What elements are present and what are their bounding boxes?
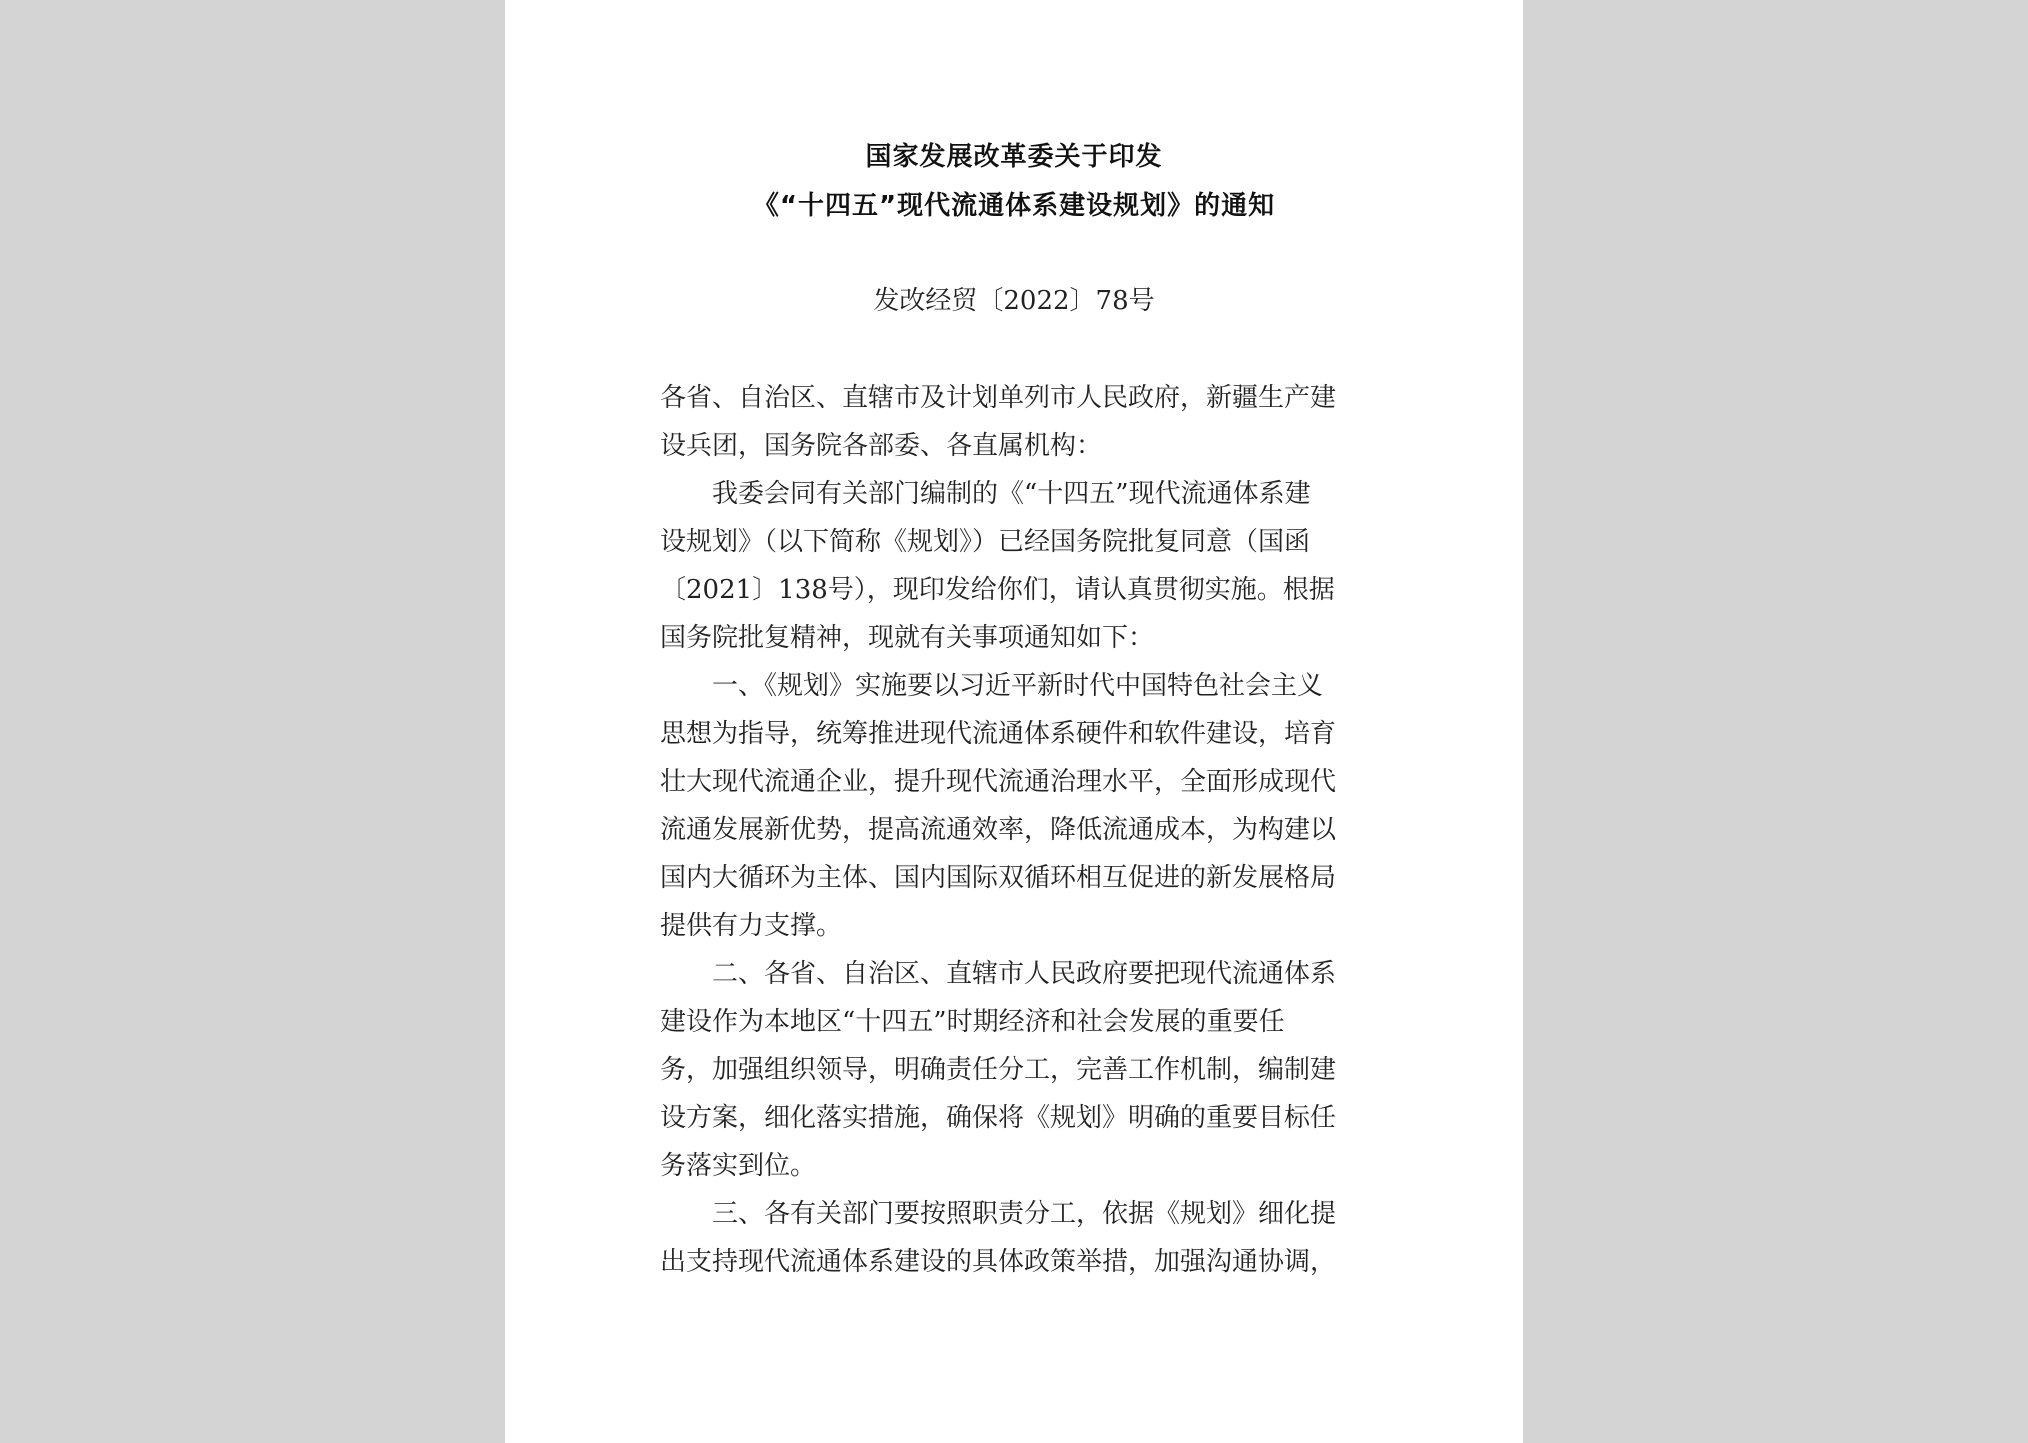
body-line: 务，加强组织领导，明确责任分工，完善工作机制，编制建 [660, 1055, 1337, 1085]
body-line: 各省、自治区、直辖市及计划单列市人民政府，新疆生产建 [660, 383, 1337, 413]
document-number: 发改经贸〔2022〕78号 [873, 286, 1155, 316]
body-line: 提供有力支撑。 [660, 911, 843, 941]
document-body [660, 374, 1372, 1286]
body-line: 设规划》（以下简称《规划》）已经国务院批复同意（国函 [660, 527, 1311, 557]
body-line: 国务院批复精神，现就有关事项通知如下： [660, 623, 1155, 653]
body-line: 二、各省、自治区、直辖市人民政府要把现代流通体系 [712, 959, 1337, 989]
body-line: 流通发展新优势，提高流通效率，降低流通成本，为构建以 [660, 815, 1337, 845]
body-line: 出支持现代流通体系建设的具体政策举措，加强沟通协调， [660, 1247, 1337, 1277]
body-line: 一、《规划》实施要以习近平新时代中国特色社会主义 [712, 671, 1324, 701]
body-line: 设方案，细化落实措施，确保将《规划》明确的重要目标任 [660, 1103, 1337, 1133]
body-line: 国内大循环为主体、国内国际双循环相互促进的新发展格局 [660, 863, 1337, 893]
body-line: 三、各有关部门要按照职责分工，依据《规划》细化提 [712, 1199, 1337, 1229]
title-line-1: 国家发展改革委关于印发 [865, 142, 1163, 172]
title-line-2: 《“十四五”现代流通体系建设规划》的通知 [752, 191, 1276, 221]
body-line: 务落实到位。 [660, 1151, 817, 1181]
document-page [505, 0, 1523, 1443]
body-line: 我委会同有关部门编制的《“十四五”现代流通体系建 [712, 479, 1311, 509]
body-line: 〔2021〕138号），现印发给你们，请认真贯彻实施。根据 [660, 575, 1335, 605]
body-line: 建设作为本地区“十四五”时期经济和社会发展的重要任 [660, 1007, 1285, 1037]
body-line: 思想为指导，统筹推进现代流通体系硬件和软件建设，培育 [660, 719, 1337, 749]
body-line: 壮大现代流通企业，提升现代流通治理水平，全面形成现代 [660, 767, 1337, 797]
body-line: 设兵团，国务院各部委、各直属机构： [660, 431, 1103, 461]
